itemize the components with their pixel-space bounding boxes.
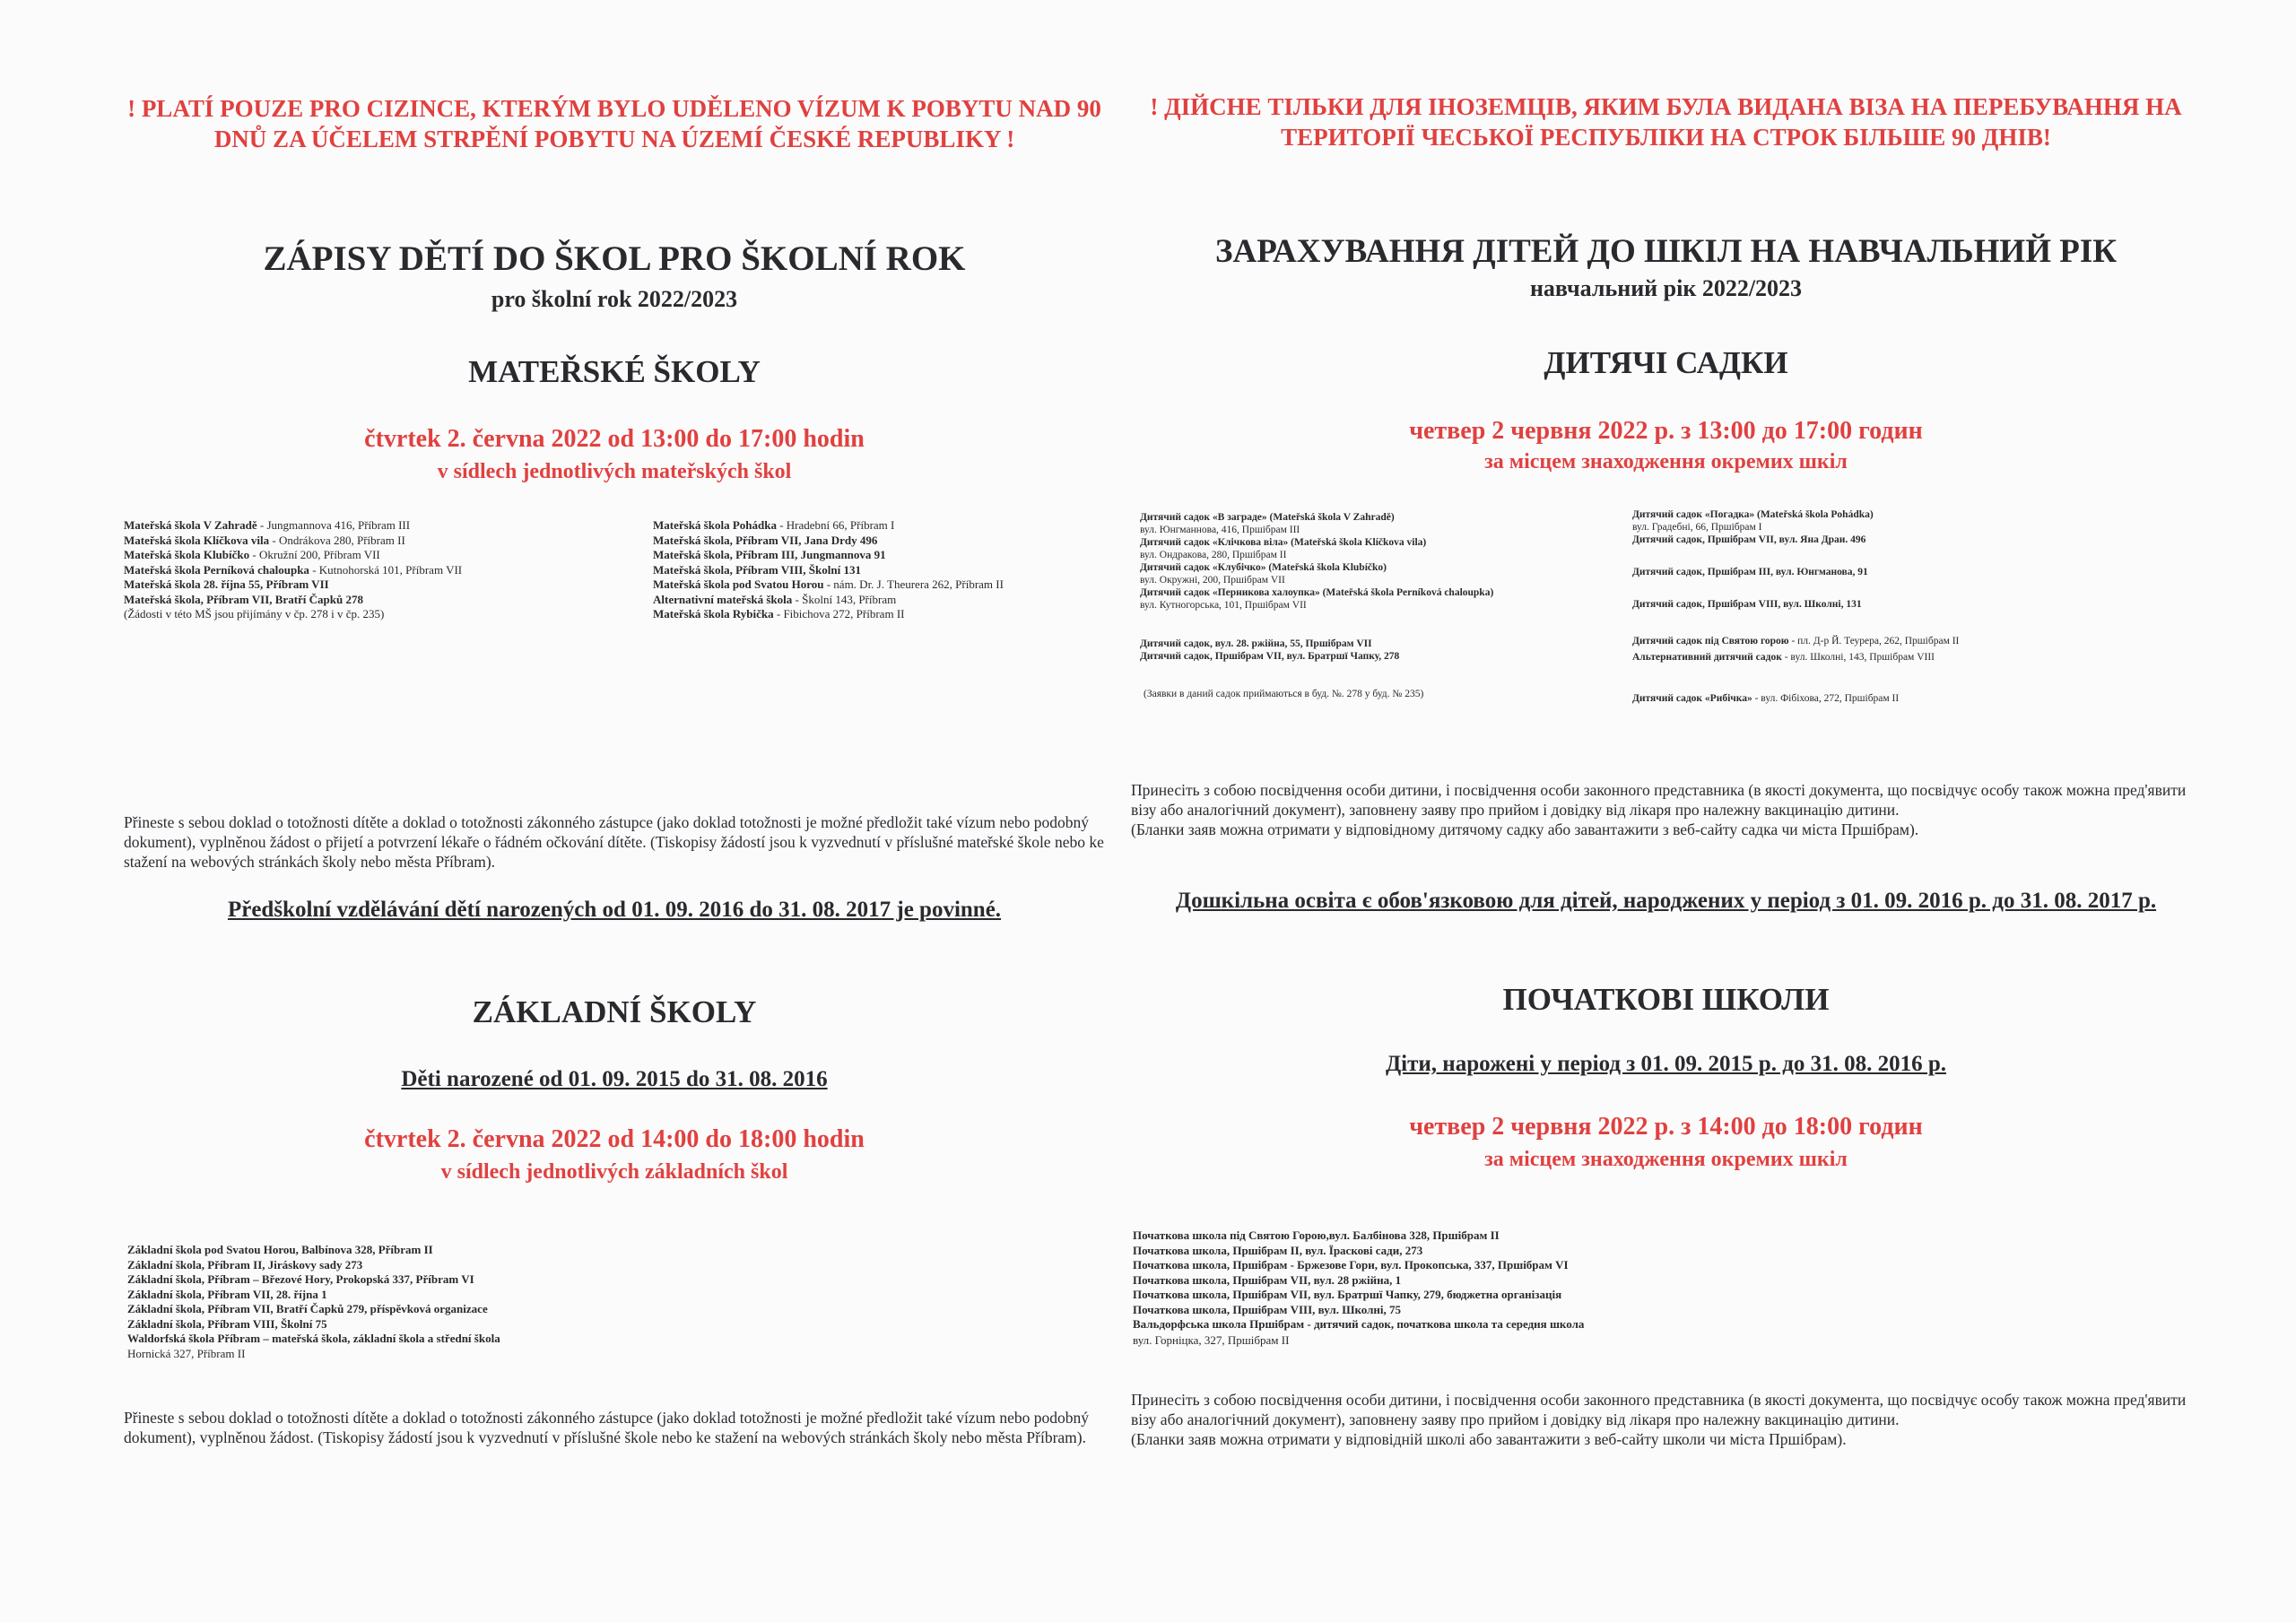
elementary-documents-paragraph: Принесіть з собою посвідчення особи дитини, і посвідчення особи законного представника (в якості документа, що посвідчує особу також можна пред'явити візу або аналогічний документ), заповнену заяву про прийом і довідку від лікаря про належну вакцинацію дитини. (Бланки заяв можна отримати у відповідній школі або завантажити з веб-сайту школи чи міста Пршібрам). — [1131, 1391, 2187, 1448]
kindergarten-list-right — [653, 518, 1119, 622]
mandatory-preschool-notice: Předškolní vzdělávání dětí narozených od 01. 09. 2016 do 31. 08. 2017 je povinné. — [227, 898, 1002, 922]
list-item-address: вул. Горніцка, 327, Пршібрам II — [1133, 1332, 1290, 1347]
list-item: Mateřská škola, Příbram VIII, Školní 131 — [653, 562, 861, 577]
list-item: Дитячий садок «В заграде» (Mateřská škola V Zahradě) вул. Юнгманнова, 416, Пршібрам III — [1140, 512, 1395, 535]
elementary-date: čtvrtek 2. června 2022 od 14:00 do 18:00 hodin — [364, 1125, 865, 1153]
list-item: Дитячий садок «Рибічка» - вул. Фібіхова, 272, Пршібрам II — [1632, 693, 1900, 704]
list-note: (Заявки в даний садок приймаються в буд. №. 278 у буд. № 235) — [1144, 689, 1424, 699]
list-item: Základní škola pod Svatou Horou, Balbínova 328, Příbram II — [127, 1243, 433, 1256]
list-item: Mateřská škola, Příbram III, Jungmannova 91 — [653, 548, 886, 561]
kindergarten-place: v sídlech jednotlivých mateřských škol — [437, 460, 792, 483]
page-title: ЗАРАХУВАННЯ ДІТЕЙ ДО ШКІЛ НА НАВЧАЛЬНИЙ РІК — [1214, 233, 2118, 270]
list-item: Дитячий садок «Перникова халоупка» (Mateřská škola Perníková chaloupka) вул. Кутногорська, 101, Пршібрам VII — [1140, 587, 1494, 611]
page-title: ZÁPISY DĚTÍ DO ŠKOL PRO ŠKOLNÍ ROK — [263, 239, 966, 278]
list-item: Základní škola, Příbram II, Jiráskovy sady 273 — [127, 1257, 363, 1271]
elementary-birth-range: Діти, нарожені у період з 01. 09. 2015 р. до 31. 08. 2016 р. — [1385, 1052, 1947, 1076]
kindergarten-place: за місцем знаходження окремих шкіл — [1484, 450, 1848, 473]
list-item: Mateřská škola Perníková chaloupka - Kutnohorská 101, Příbram VII — [124, 562, 463, 577]
kindergarten-documents-paragraph: Принесіть з собою посвідчення особи дитини, і посвідчення особи законного представника (в якості документа, що посвідчує особу також можна пред'явити візу або аналогічний документ), заповнену заяву про прийом і довідку від лікаря про належну вакцинацію дитини. (Бланки заяв можна отримати у відповідному дитячому садку або завантажити з веб-сайту садка чи міста Пршібрам). — [1131, 781, 2187, 838]
list-item-address: Hornická 327, Příbram II — [127, 1346, 246, 1360]
elementary-list — [1133, 1228, 2030, 1349]
school-year-subtitle: навчальний рік 2022/2023 — [1529, 275, 1803, 301]
kindergarten-list-left — [124, 518, 644, 622]
list-item: Mateřská škola Klíčkova vila - Ondrákova 280, Příbram II — [124, 533, 405, 547]
kindergarten-list-left — [1140, 511, 1624, 700]
list-item: Дитячий садок, Пршібрам III, вул. Юнгманова, 91 — [1632, 567, 1868, 577]
list-item: Дитячий садок «Клічкова віла» (Mateřská škola Klíčkova vila) вул. Ондракова, 280, Пршібрам II — [1140, 537, 1427, 560]
elementary-date: четвер 2 червня 2022 р. з 14:00 до 18:00 годин — [1409, 1113, 1923, 1141]
list-item: Základní škola, Příbram VIII, Školní 75 — [127, 1316, 327, 1331]
list-item: Alternativní mateřská škola - Školní 143, Příbram — [653, 592, 897, 606]
list-item: Základní škola, Příbram VII, Bratří Čapků 279, příspěvková organizace — [127, 1302, 488, 1315]
elementary-place: за місцем знаходження окремих шкіл — [1484, 1148, 1848, 1171]
list-item: Mateřská škola Rybička - Fibichova 272, Příbram II — [653, 607, 905, 621]
mandatory-preschool-notice: Дошкільна освіта є обов'язковою для дітей, народжених у період з 01. 09. 2016 р. до 31. 08. 2017 р. — [1175, 889, 2157, 913]
elementary-schools-heading: ZÁKLADNÍ ŠKOLY — [472, 994, 757, 1029]
list-item: Základní škola, Příbram VII, 28. října 1 — [127, 1287, 327, 1301]
list-item: Дитячий садок, Пршібрам VIII, вул. Школні, 131 — [1632, 599, 1862, 610]
list-item: Mateřská škola pod Svatou Horou - nám. Dr. J. Theurera 262, Příbram II — [653, 577, 1004, 591]
elementary-list — [127, 1243, 1024, 1361]
kindergartens-heading: MATEŘSKÉ ŠKOLY — [468, 354, 761, 389]
school-year-subtitle: pro školní rok 2022/2023 — [491, 286, 738, 312]
elementary-birth-range: Děti narozené od 01. 09. 2015 do 31. 08. 2016 — [401, 1067, 828, 1091]
kindergarten-list-right — [1632, 508, 2135, 706]
validity-warning: ! ДІЙСНЕ ТІЛЬКИ ДЛЯ ІНОЗЕМЦІВ, ЯКИМ БУЛА ВИДАНА ВІЗА НА ПЕРЕБУВАННЯ НА ТЕРИТОРІЇ ЧЕСЬКОЇ РЕСПУБЛІКИ НА СТРОК БІЛЬШЕ 90 ДНІВ! — [1150, 93, 2182, 151]
elementary-documents-paragraph: Přineste s sebou doklad o totožnosti dítěte a doklad o totožnosti zákonného zástupce (jako doklad totožnosti je možné předložit také vízum nebo podobný dokument), vyplněnou žádost. (Tiskopisy žádostí jsou k vyzvednutí v příslušné škole nebo ke stažení na webových stránkách školy nebo města Příbram). — [124, 1409, 1090, 1446]
kindergarten-documents-paragraph: Přineste s sebou doklad o totožnosti dítěte a doklad o totožnosti zákonného zástupce (jako doklad totožnosti je možné předložit také vízum nebo podobný dokument), vyplněnou žádost o přijetí a potvrzení lékaře o řádném očkování dítěte. (Tiskopisy žádostí jsou k vyzvednutí v příslušné mateřské škole nebo ke stažení na webových stránkách školy nebo města Příbram). — [124, 813, 1104, 871]
list-item: Вальдорфська школа Пршібрам - дитячий садок, початкова школа та середня школа — [1133, 1317, 1585, 1331]
list-item: Mateřská škola 28. října 55, Příbram VII — [124, 577, 329, 591]
list-item: Základní škola, Příbram – Březové Hory, Prokopská 337, Příbram VI — [127, 1272, 474, 1286]
list-item: Початкова школа, Пршібрам VII, вул. 28 ржійна, 1 — [1133, 1272, 1402, 1287]
list-item: Waldorfská škola Příbram – mateřská škola, základní škola a střední škola — [127, 1332, 500, 1345]
list-item: Початкова школа, Пршібрам VII, вул. Братршї Чапку, 279, бюджетна організація — [1133, 1288, 1562, 1301]
list-item: Початкова школа, Пршібрам VIII, вул. Школні, 75 — [1133, 1302, 1402, 1316]
list-item: Mateřská škola V Zahradě - Jungmannova 416, Příbram III — [124, 518, 411, 532]
list-item: Дитячий садок, вул. 28. ржійна, 55, Пршібрам VII — [1140, 638, 1372, 649]
list-item: Дитячий садок «Клубічко» (Mateřská škola Klubíčko) вул. Окружні, 200, Пршібрам VII — [1140, 562, 1387, 586]
list-item: Mateřská škola, Příbram VII, Jana Drdy 496 — [653, 533, 878, 547]
list-item: Дитячий садок «Погадка» (Mateřská škola Pohádka) вул. Градебні, 66, Пршібрам I — [1632, 509, 1874, 533]
list-item: Початкова школа, Пршібрам II, вул. Їраскові сади, 273 — [1133, 1243, 1423, 1257]
kindergartens-heading: ДИТЯЧІ САДКИ — [1544, 345, 1788, 380]
list-item: Альтернативний дитячий садок - вул. Школні, 143, Пршібрам VIII — [1632, 652, 1935, 663]
validity-warning: ! PLATÍ POUZE PRO CIZINCE, KTERÝM BYLO UDĚLENO VÍZUM K POBYTU NAD 90 DNŮ ZA ÚČELEM STRPĚNÍ POBYTU NA ÚZEMÍ ČESKÉ REPUBLIKY ! — [127, 95, 1101, 152]
list-item: Дитячий садок під Святою горою - пл. Д-р Й. Теурера, 262, Пршібрам II — [1632, 636, 1960, 647]
kindergarten-date: čtvrtek 2. června 2022 od 13:00 do 17:00 hodin — [364, 425, 865, 453]
list-item: Дитячий садок, Пршібрам VII, вул. Яна Драи. 496 — [1632, 534, 1866, 545]
list-item: Mateřská škola Klubíčko - Okružní 200, Příbram VII — [124, 548, 380, 561]
list-item: Початкова школа під Святою Горою,вул. Балбінова 328, Пршібрам II — [1133, 1228, 1500, 1242]
list-note: (Žádosti v této MŠ jsou přijímány v čp. 278 i v čp. 235) — [124, 607, 385, 621]
list-item: Mateřská škola Pohádka - Hradební 66, Příbram I — [653, 518, 895, 532]
kindergarten-date: четвер 2 червня 2022 р. з 13:00 до 17:00 годин — [1409, 417, 1923, 445]
list-item: Початкова школа, Пршібрам - Бржезове Гори, вул. Прокопська, 337, Пршібрам VI — [1133, 1258, 1569, 1271]
list-item: Дитячий садок, Пршібрам VII, вул. Братршї Чапку, 278 — [1140, 651, 1400, 662]
list-item: Mateřská škola, Příbram VII, Bratří Čapků 278 — [124, 592, 363, 606]
elementary-place: v sídlech jednotlivých základních škol — [440, 1160, 788, 1184]
elementary-schools-heading: ПОЧАТКОВІ ШКОЛИ — [1502, 982, 1830, 1017]
